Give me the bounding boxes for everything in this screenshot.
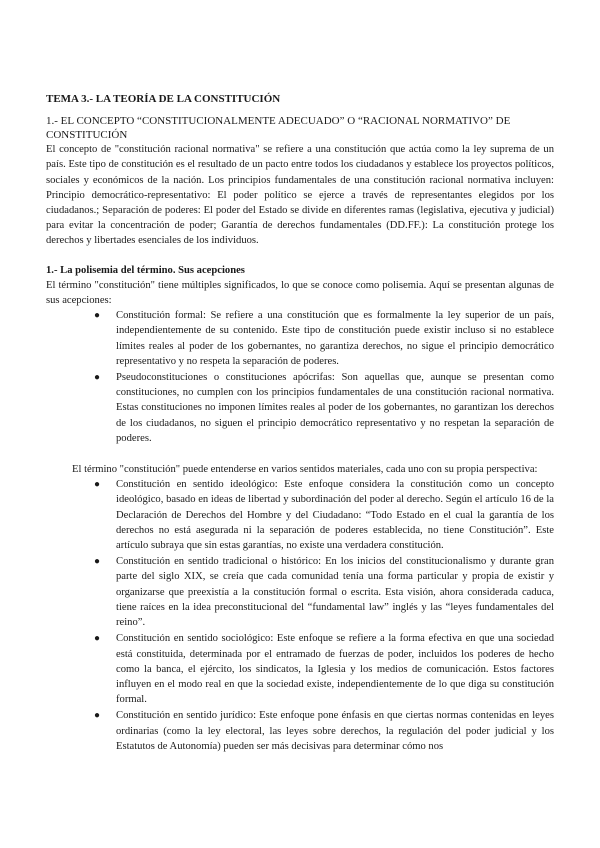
acepciones-list: [46, 308, 554, 446]
list-item-text: Pseudoconstituciones o constituciones apócrifas: Son aquellas que, aunque se presentan como constituciones, no cumplen con los principios fundamentales de una constitución racional normativa. Estas constituciones no imponen límites reales al poder de los gobernantes, no garantizan los derechos de los ciudadanos, no siguen el principio democrático representativo y no respetan la separación de poderes.: [116, 372, 554, 444]
document-content: [46, 92, 554, 755]
bullet-icon: ●: [94, 633, 101, 645]
bullet-icon: ●: [94, 710, 101, 722]
heading-concepto: 1.- EL CONCEPTO “CONSTITUCIONALMENTE ADECUADO” O “RACIONAL NORMATIVO” DE CONSTITUCIÓN: [46, 115, 511, 141]
paragraph-sentidos-materiales: El término "constitución" puede entenderse en varios sentidos materiales, cada uno con su propia perspectiva:: [72, 464, 538, 476]
section-heading-polisemia: 1.- La polisemia del término. Sus acepciones: [46, 264, 245, 276]
list-item-text: Constitución formal: Se refiere a una constitución que es formalmente la ley superior de un país, independientemente de su contenido. Este tipo de constitución puede existir incluso si no establece límites reales al poder de los gobernantes, no garantiza derechos, no sigue el principio democrático representativo y no respeta la separación de poderes.: [116, 310, 554, 367]
bullet-icon: ●: [94, 479, 101, 491]
list-item: [46, 554, 554, 630]
list-item-text: Constitución en sentido sociológico: Este enfoque se refiere a la forma efectiva en que una sociedad está constituida, determinada por el entramado de fuerzas de poder, incluidos los poderes de hecho como la banca, el ejército, los sindicatos, la Iglesia y los medios de comunicación. Estos factores influyen en el modo real en que la sociedad existe, independientemente de lo que diga su constitución formal.: [116, 633, 554, 706]
list-item-text: Constitución en sentido jurídico: Este enfoque pone énfasis en que ciertas normas contenidas en leyes ordinarias (como la ley electoral, las leyes sobre derechos, la regulación del poder judicial y los Estatutos de Autonomía) pueden ser más decisivas para determinar cómo nos: [116, 710, 554, 752]
paragraph-concepto: El concepto de "constitución racional normativa" se refiere a una constitución que actúa como la ley suprema de un país. Este tipo de constitución es el resultado de un pacto entre todos los ciudadanos y establece los proyectos políticos, sociales y económicos de la nación. Los principios fundamentales de una constitución racional normativa incluyen: Principio democrático-representativo: El poder político se ejerce a través de representantes elegidos por los ciudadanos.; Separación de poderes: El poder del Estado se divide en diferentes ramas (legislativa, ejecutiva y judicial) para evitar la concentración de poder; Garantía de derechos fundamentales (DD.FF.): La constitución protege los derechos y libertades esenciales de los individuos.: [46, 144, 554, 247]
list-item-text: Constitución en sentido ideológico: Este enfoque considera la constitución como un concepto ideológico, basado en ideas de libertad y subordinación del poder al derecho. Según el artículo 16 de la Declaración de Derechos del Hombre y del Ciudadano: “Todo Estado en el cual la garantía de los derechos no está asegurada ni la separación de poderes establecida, no tiene Constitución”. Este artículo subraya que sin estas garantías, no existe una verdadera constitución.: [116, 479, 554, 552]
list-item: [46, 308, 554, 369]
sentidos-list: [46, 477, 554, 754]
list-item-text: Constitución en sentido tradicional o histórico: En los inicios del constitucionalismo y durante gran parte del siglo XIX, se creía que cada comunidad tenía una forma particular y propia de existir y organizarse que preexistía a la constitución formal o escrita. Esta visión, ahora considerada caduca, tiene raíces en la idea preconstitucional del “fundamental law” inglés y las “leyes fundamentales del reino”.: [116, 556, 554, 629]
list-item: [46, 631, 554, 707]
paragraph-polisemia: El término "constitución" tiene múltiples significados, lo que se conoce como polisemia. Aquí se presentan algunas de sus acepciones:: [46, 279, 554, 307]
list-item: [46, 370, 554, 446]
bullet-icon: ●: [94, 310, 101, 322]
bullet-icon: ●: [94, 556, 101, 568]
list-item: [46, 477, 554, 553]
bullet-icon: ●: [94, 372, 101, 384]
list-item: [46, 708, 554, 754]
document-title: TEMA 3.- LA TEORÍA DE LA CONSTITUCIÓN: [46, 93, 281, 105]
